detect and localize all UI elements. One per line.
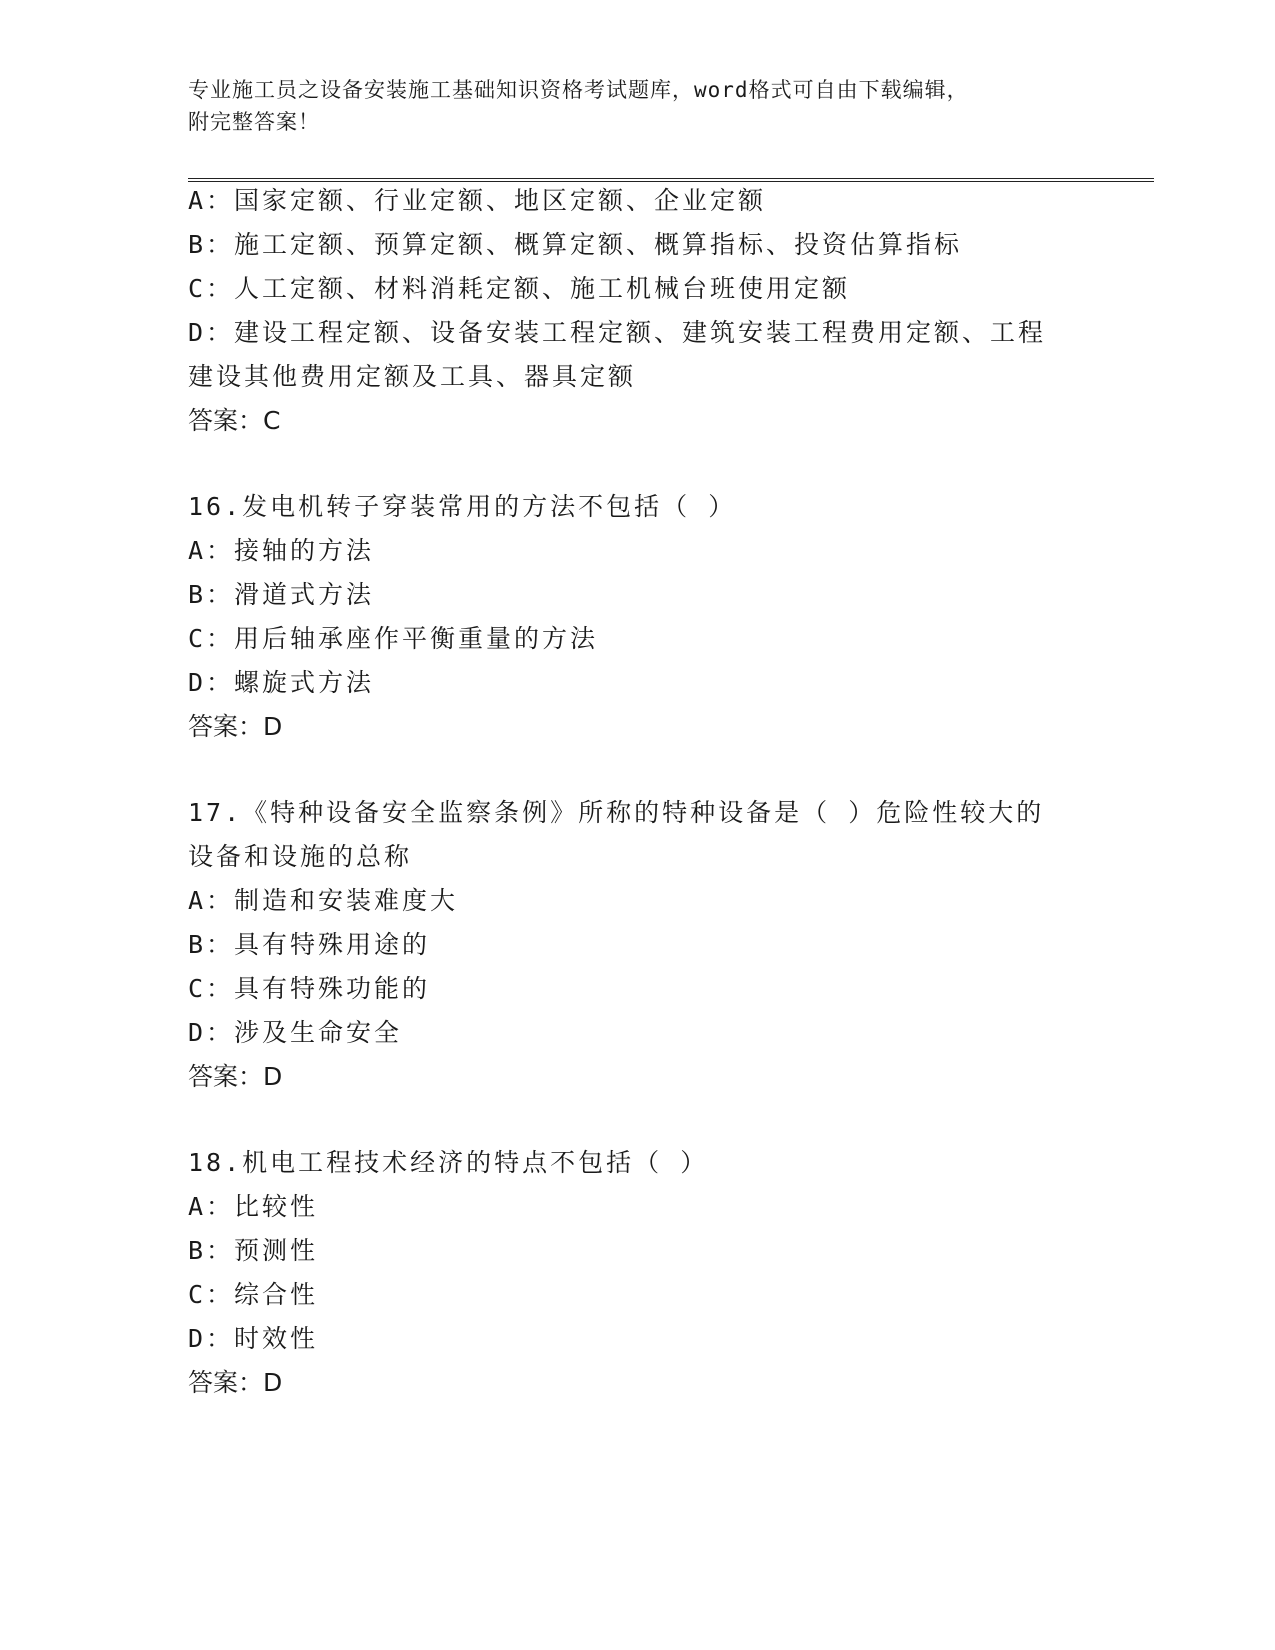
q18-answer: 答案：D bbox=[188, 1368, 283, 1397]
q16-option-b: B：滑道式方法 bbox=[188, 580, 375, 609]
document-header bbox=[188, 74, 1088, 138]
q18-option-a: A：比较性 bbox=[188, 1192, 319, 1221]
q17-question-cont: 设备和设施的总称 bbox=[188, 842, 413, 871]
q18-option-d: D：时效性 bbox=[188, 1324, 319, 1353]
q17-question: 17.《特种设备安全监察条例》所称的特种设备是（ ）危险性较大的 bbox=[188, 798, 1045, 827]
q16-option-d: D：螺旋式方法 bbox=[188, 668, 375, 697]
q15-option-d: D：建设工程定额、设备安装工程定额、建筑安装工程费用定额、工程 bbox=[188, 318, 1047, 347]
q15-answer: 答案：C bbox=[188, 406, 281, 435]
q18-option-c: C：综合性 bbox=[188, 1280, 319, 1309]
q15-option-c: C：人工定额、材料消耗定额、施工机械台班使用定额 bbox=[188, 274, 851, 303]
q17-option-c: C：具有特殊功能的 bbox=[188, 974, 431, 1003]
header-line-1: 专业施工员之设备安装施工基础知识资格考试题库，word格式可自由下载编辑， bbox=[188, 78, 969, 102]
q16-option-a: A：接轴的方法 bbox=[188, 536, 375, 565]
q16-question: 16.发电机转子穿装常用的方法不包括（ ） bbox=[188, 492, 737, 521]
q15-option-a: A：国家定额、行业定额、地区定额、企业定额 bbox=[188, 186, 767, 215]
q17-option-b: B：具有特殊用途的 bbox=[188, 930, 431, 959]
q18-question: 18.机电工程技术经济的特点不包括（ ） bbox=[188, 1148, 709, 1177]
q17-answer: 答案：D bbox=[188, 1062, 283, 1091]
header-line-2: 附完整答案！ bbox=[188, 110, 320, 134]
q16-answer: 答案：D bbox=[188, 712, 283, 741]
q17-option-a: A：制造和安装难度大 bbox=[188, 886, 459, 915]
q17-option-d: D：涉及生命安全 bbox=[188, 1018, 403, 1047]
q18-option-b: B：预测性 bbox=[188, 1236, 319, 1265]
q16-option-c: C：用后轴承座作平衡重量的方法 bbox=[188, 624, 599, 653]
header-divider bbox=[188, 178, 1154, 182]
q15-option-b: B：施工定额、预算定额、概算定额、概算指标、投资估算指标 bbox=[188, 230, 963, 259]
q15-option-d-cont: 建设其他费用定额及工具、器具定额 bbox=[188, 362, 637, 391]
